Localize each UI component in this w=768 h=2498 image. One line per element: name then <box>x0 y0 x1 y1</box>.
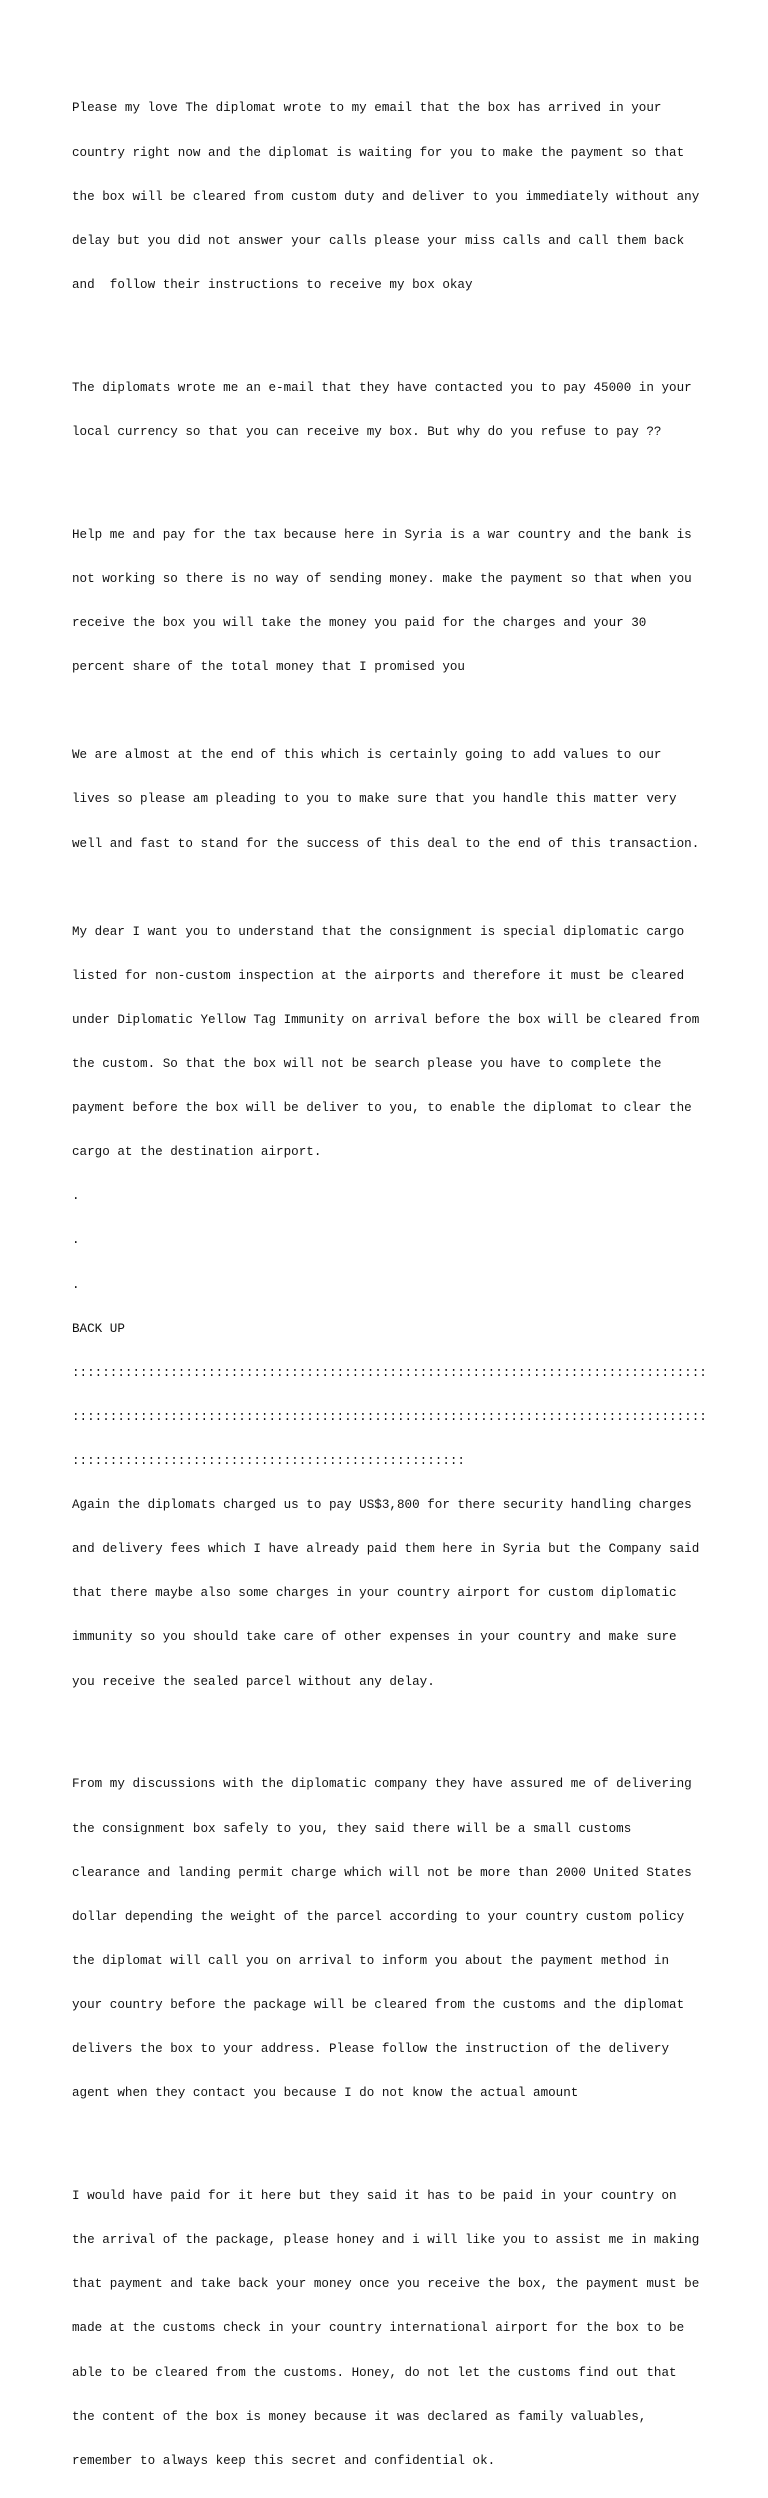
ellipsis-dot: . <box>72 1189 80 1204</box>
document-page <box>72 72 712 2498</box>
text-line: that there maybe also some charges in your country airport for custom diplomatic <box>72 1586 677 1601</box>
paragraph-customs-clearance <box>72 1748 712 2130</box>
text-line: delivers the box to your address. Please follow the instruction of the delivery <box>72 2042 670 2057</box>
colon-separator: :::::::::::::::::::::::::::::::::::::::::::::::::::::::::::::::::::::::::::::::::::: <box>72 1365 707 1380</box>
text-line: not working so there is no way of sending money. make the payment so that when you <box>72 571 692 586</box>
text-line: Help me and pay for the tax because here in Syria is a war country and the bank is <box>72 527 692 542</box>
text-line: you receive the sealed parcel without any delay. <box>72 1674 435 1689</box>
text-line: the diplomat will call you on arrival to inform you about the payment method in <box>72 1953 670 1968</box>
ellipsis-dot: . <box>72 1277 80 1292</box>
text-line: the custom. So that the box will not be search please you have to complete the <box>72 1057 662 1072</box>
text-line: remember to always keep this secret and confidential ok. <box>72 2453 496 2468</box>
paragraph-spacer <box>72 704 712 719</box>
paragraph-spacer <box>72 881 712 896</box>
text-line: the content of the box is money because it was declared as family valuables, <box>72 2409 647 2424</box>
text-line: the consignment box safely to you, they said there will be a small customs <box>72 1821 632 1836</box>
text-line: From my discussions with the diplomatic company they have assured me of delivering <box>72 1777 692 1792</box>
text-line: that payment and take back your money once you receive the box, the payment must be <box>72 2277 700 2292</box>
text-line: able to be cleared from the customs. Honey, do not let the customs find out that <box>72 2365 677 2380</box>
text-line: country right now and the diplomat is waiting for you to make the payment so that <box>72 145 685 160</box>
text-line: lives so please am pleading to you to make sure that you handle this matter very <box>72 792 677 807</box>
text-line: local currency so that you can receive my box. But why do you refuse to pay ?? <box>72 424 662 439</box>
paragraph-payment-on-arrival <box>72 2160 712 2498</box>
text-line: Again the diplomats charged us to pay US$3,800 for there security handling charges <box>72 1498 692 1513</box>
text-line: clearance and landing permit charge which will not be more than 2000 United States <box>72 1865 692 1880</box>
paragraph-end-of-transaction <box>72 719 712 881</box>
colon-separator: :::::::::::::::::::::::::::::::::::::::::::::::::::: <box>72 1454 465 1469</box>
text-line: made at the customs check in your country international airport for the box to be <box>72 2321 685 2336</box>
paragraph-spacer <box>72 469 712 498</box>
text-line: My dear I want you to understand that the consignment is special diplomatic cargo <box>72 924 685 939</box>
text-line: Please my love The diplomat wrote to my email that the box has arrived in your <box>72 101 662 116</box>
text-line: cargo at the destination airport. <box>72 1145 322 1160</box>
paragraph-payment-request <box>72 351 712 469</box>
text-line: under Diplomatic Yellow Tag Immunity on arrival before the box will be cleared from <box>72 1012 700 1027</box>
text-line: immunity so you should take care of other expenses in your country and make sure <box>72 1630 677 1645</box>
paragraph-spacer <box>72 322 712 351</box>
text-line: dollar depending the weight of the parcel according to your country custom policy <box>72 1909 685 1924</box>
paragraph-spacer <box>72 2130 712 2159</box>
text-line: percent share of the total money that I promised you <box>72 660 465 675</box>
text-line: agent when they contact you because I do not know the actual amount <box>72 2086 579 2101</box>
text-line: receive the box you will take the money you paid for the charges and your 30 <box>72 615 647 630</box>
text-line: the arrival of the package, please honey and i will like you to assist me in making <box>72 2233 700 2248</box>
text-line: and delivery fees which I have already paid them here in Syria but the Company said <box>72 1542 700 1557</box>
paragraph-tax-help <box>72 498 712 704</box>
section-heading-back-up: BACK UP <box>72 1321 125 1336</box>
text-line: payment before the box will be deliver to you, to enable the diplomat to clear the <box>72 1101 692 1116</box>
paragraph-diplomat-email <box>72 72 712 322</box>
text-line: I would have paid for it here but they said it has to be paid in your country on <box>72 2189 677 2204</box>
text-line: listed for non-custom inspection at the airports and therefore it must be cleared <box>72 968 685 983</box>
colon-separator: :::::::::::::::::::::::::::::::::::::::::::::::::::::::::::::::::::::::::::::::::::: <box>72 1409 707 1424</box>
text-line: and follow their instructions to receive my box okay <box>72 277 473 292</box>
text-line: your country before the package will be cleared from the customs and the diplomat <box>72 1998 685 2013</box>
text-line: the box will be cleared from custom duty and deliver to you immediately without any <box>72 189 700 204</box>
text-line: The diplomats wrote me an e-mail that they have contacted you to pay 45000 in your <box>72 380 692 395</box>
paragraph-spacer <box>72 1719 712 1748</box>
paragraph-diplomatic-cargo <box>72 895 712 1718</box>
ellipsis-dot: . <box>72 1233 80 1248</box>
text-line: delay but you did not answer your calls please your miss calls and call them back <box>72 233 685 248</box>
text-line: We are almost at the end of this which is certainly going to add values to our <box>72 748 662 763</box>
text-line: well and fast to stand for the success of this deal to the end of this transaction. <box>72 836 700 851</box>
